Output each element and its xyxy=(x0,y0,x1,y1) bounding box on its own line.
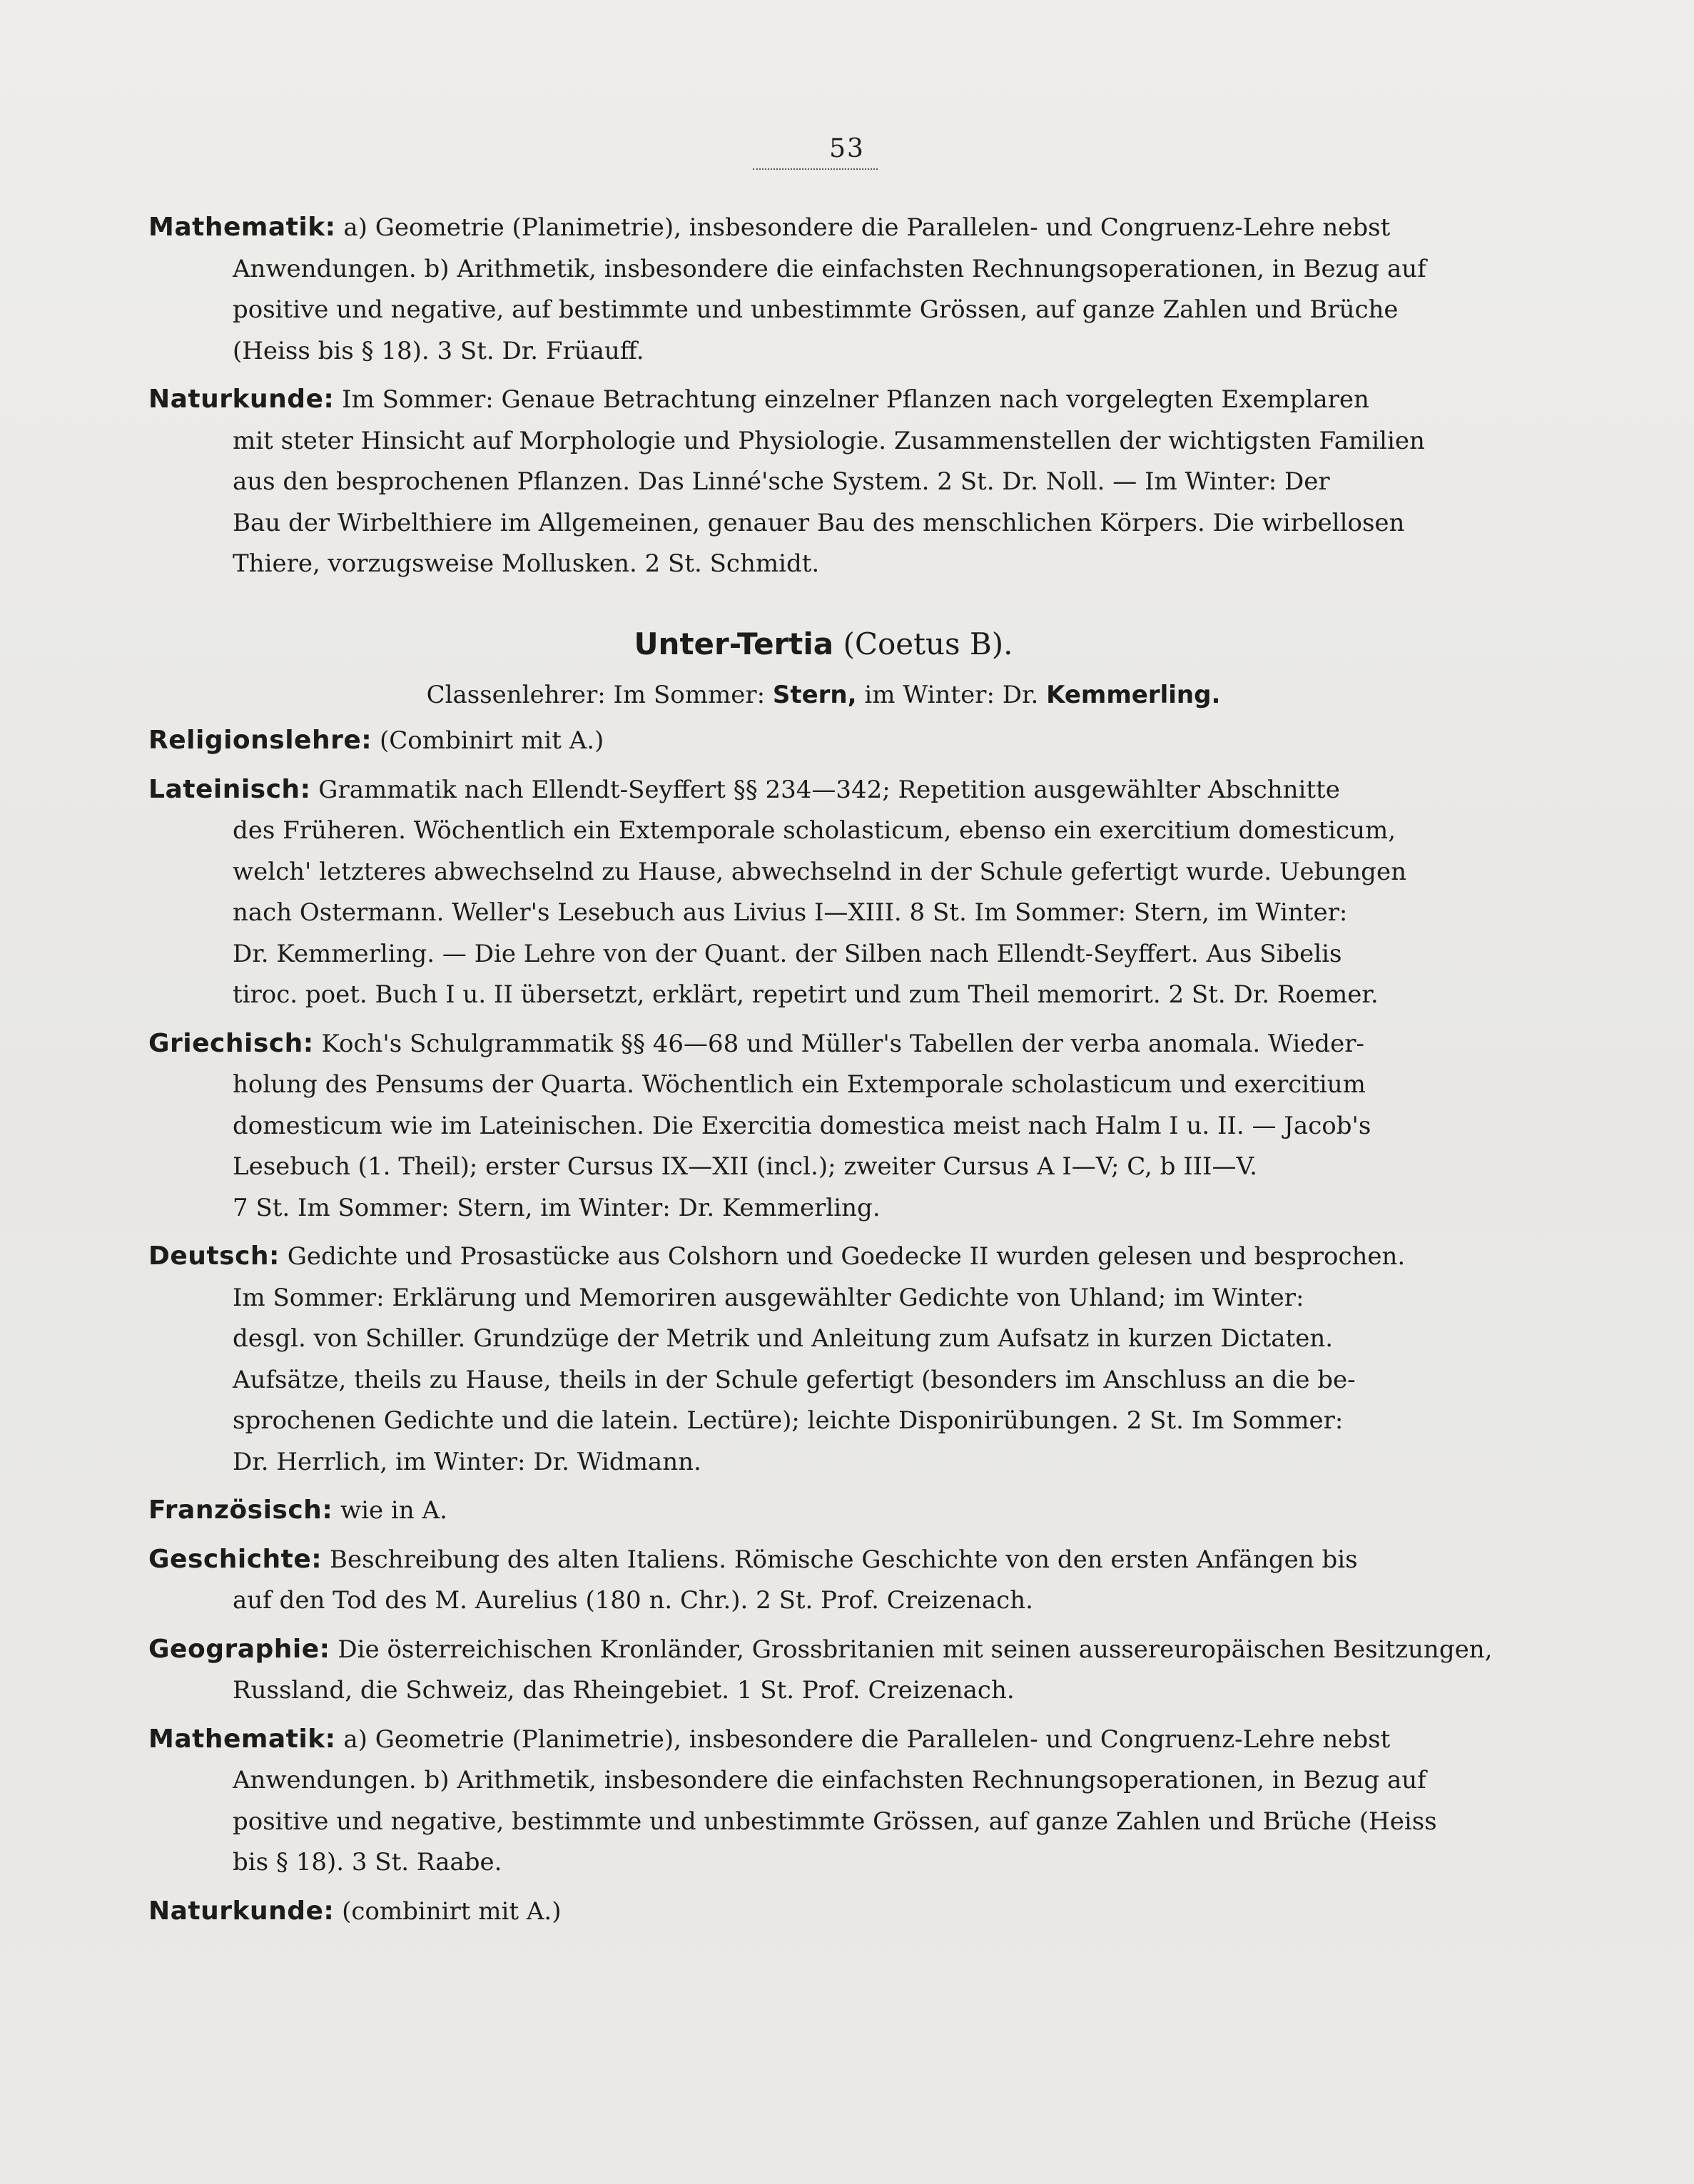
text-line: Grammatik nach Ellendt-Seyffert §§ 234—342; Repetition ausgewählter Abschnitte xyxy=(318,775,1340,804)
text-line: Russland, die Schweiz, das Rheingebiet. 1 St. Prof. Creizenach. xyxy=(233,1676,1015,1705)
class-teacher-winter: Kemmerling. xyxy=(1046,680,1221,709)
text-line: desgl. von Schiller. Grundzüge der Metrik und Anleitung zum Aufsatz in kurzen Dictaten. xyxy=(233,1324,1334,1353)
subject-heading: Französisch: xyxy=(148,1495,333,1525)
text-line: positive und negative, bestimmte und unbestimmte Grössen, auf ganze Zahlen und Brüche (Heiss xyxy=(233,1807,1437,1836)
text-line: holung des Pensums der Quarta. Wöchentlich ein Extemporale scholasticum und exercitium xyxy=(233,1070,1366,1099)
text-line: Im Sommer: Genaue Betrachtung einzelner Pflanzen nach vorgelegten Exemplaren xyxy=(342,385,1369,414)
text-line: 7 St. Im Sommer: Stern, im Winter: Dr. Kemmerling. xyxy=(233,1193,881,1222)
page-content xyxy=(148,207,1498,1939)
section-title-sub: (Coetus B). xyxy=(843,626,1013,661)
entry-mathematik xyxy=(148,1719,1498,1884)
text-line: Aufsätze, theils zu Hause, theils in der Schule gefertigt (besonders im Anschluss an die be- xyxy=(233,1365,1356,1394)
page-number: 53 xyxy=(829,134,865,163)
entry-griechisch xyxy=(148,1023,1498,1229)
text-line: wie in A. xyxy=(340,1496,447,1525)
text-line: Die österreichischen Kronländer, Grossbritanien mit seinen aussereuropäischen Besitzungen, xyxy=(338,1635,1493,1664)
page-number-ornament xyxy=(753,168,878,170)
class-teacher-mid: im Winter: Dr. xyxy=(864,680,1039,709)
text-line: Beschreibung des alten Italiens. Römische Geschichte von den ersten Anfängen bis xyxy=(330,1545,1358,1574)
subject-heading: Lateinisch: xyxy=(148,774,311,804)
text-line: bis § 18). 3 St. Raabe. xyxy=(233,1848,502,1876)
text-line: des Früheren. Wöchentlich ein Extemporale scholasticum, ebenso ein exercitium domesticum, xyxy=(233,816,1396,845)
entry-naturkunde xyxy=(148,1891,1498,1933)
text-line: Bau der Wirbelthiere im Allgemeinen, genauer Bau des menschlichen Körpers. Die wirbellosen xyxy=(233,508,1405,537)
text-line: Gedichte und Prosastücke aus Colshorn und Goedecke II wurden gelesen und besprochen. xyxy=(287,1242,1406,1271)
text-line: auf den Tod des M. Aurelius (180 n. Chr.). 2 St. Prof. Creizenach. xyxy=(233,1586,1033,1615)
class-teacher-line xyxy=(148,675,1498,716)
text-line: Anwendungen. b) Arithmetik, insbesondere die einfachsten Rechnungsoperationen, in Bezug auf xyxy=(233,254,1426,283)
text-line: Im Sommer: Erklärung und Memoriren ausgewählter Gedichte von Uhland; im Winter: xyxy=(233,1283,1304,1312)
entry-mathematik-top xyxy=(148,207,1498,372)
text-line: Anwendungen. b) Arithmetik, insbesondere die einfachsten Rechnungsoperationen, in Bezug auf xyxy=(233,1766,1426,1794)
text-line: Dr. Herrlich, im Winter: Dr. Widmann. xyxy=(233,1447,701,1476)
entry-geschichte xyxy=(148,1539,1498,1622)
text-line: Koch's Schulgrammatik §§ 46—68 und Müller's Tabellen der verba anomala. Wieder- xyxy=(321,1029,1364,1058)
subject-heading: Geographie: xyxy=(148,1634,330,1664)
text-line: Thiere, vorzugsweise Mollusken. 2 St. Schmidt. xyxy=(233,549,820,578)
text-line: sprochenen Gedichte und die latein. Lectüre); leichte Disponirübungen. 2 St. Im Sommer: xyxy=(233,1406,1344,1435)
entry-deutsch xyxy=(148,1236,1498,1483)
text-line: tiroc. poet. Buch I u. II übersetzt, erklärt, repetirt und zum Theil memorirt. 2 St. Dr. Roemer. xyxy=(233,980,1379,1009)
entry-religionslehre xyxy=(148,720,1498,762)
subject-heading: Mathematik: xyxy=(148,1724,336,1754)
subject-heading: Geschichte: xyxy=(148,1544,323,1574)
subject-heading: Naturkunde: xyxy=(148,385,335,414)
text-line: domesticum wie im Lateinischen. Die Exercitia domestica meist nach Halm I u. II. — Jacob's xyxy=(233,1111,1371,1140)
entry-franzoesisch xyxy=(148,1490,1498,1532)
text-line: Dr. Kemmerling. — Die Lehre von der Quant. der Silben nach Ellendt-Seyffert. Aus Sibelis xyxy=(233,939,1342,968)
text-line: a) Geometrie (Planimetrie), insbesondere die Parallelen- und Congruenz-Lehre nebst xyxy=(343,213,1391,242)
text-line: (combinirt mit A.) xyxy=(342,1896,562,1926)
text-line: (Combinirt mit A.) xyxy=(379,726,604,755)
text-line: (Heiss bis § 18). 3 St. Dr. Früauff. xyxy=(233,336,644,365)
section-title-main: Unter-Tertia xyxy=(634,626,834,661)
text-line: a) Geometrie (Planimetrie), insbesondere die Parallelen- und Congruenz-Lehre nebst xyxy=(343,1725,1391,1754)
text-line: Lesebuch (1. Theil); erster Cursus IX—XII (incl.); zweiter Cursus A I—V; C, b III—V. xyxy=(233,1152,1257,1181)
entry-naturkunde-top xyxy=(148,379,1498,585)
text-line: mit steter Hinsicht auf Morphologie und Physiologie. Zusammenstellen der wichtigsten Familien xyxy=(233,426,1425,455)
subject-heading: Griechisch: xyxy=(148,1028,314,1058)
entry-geographie xyxy=(148,1629,1498,1712)
subject-heading: Deutsch: xyxy=(148,1241,280,1271)
text-line: welch' letzteres abwechselnd zu Hause, abwechselnd in der Schule gefertigt wurde. Uebungen xyxy=(233,857,1406,886)
subject-heading: Naturkunde: xyxy=(148,1896,335,1926)
class-teacher-label: Classenlehrer: Im Sommer: xyxy=(426,680,766,709)
text-line: nach Ostermann. Weller's Lesebuch aus Livius I—XIII. 8 St. Im Sommer: Stern, im Winter: xyxy=(233,898,1348,927)
class-teacher-summer: Stern, xyxy=(772,680,857,709)
text-line: positive und negative, auf bestimmte und unbestimmte Grössen, auf ganze Zahlen und Brüche xyxy=(233,295,1399,324)
entry-lateinisch xyxy=(148,769,1498,1016)
subject-heading: Mathematik: xyxy=(148,213,336,242)
text-line: aus den besprochenen Pflanzen. Das Linné'sche System. 2 St. Dr. Noll. — Im Winter: Der xyxy=(233,467,1330,496)
section-title xyxy=(148,622,1498,666)
subject-heading: Religionslehre: xyxy=(148,726,372,755)
